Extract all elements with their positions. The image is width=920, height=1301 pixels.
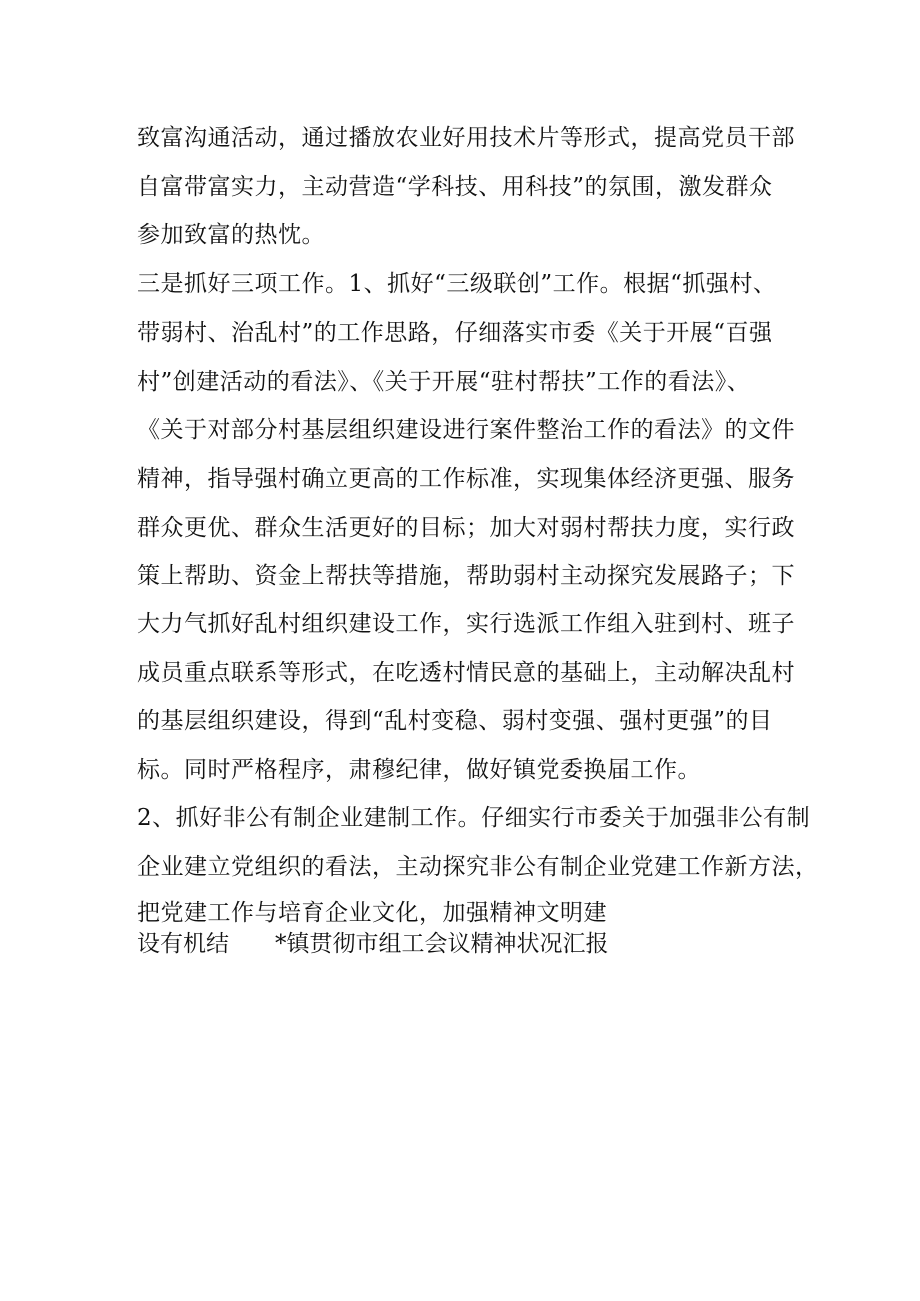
text-line: 策上帮助、资金上帮扶等措施，帮助弱村主动探究发展路子；下 [137,563,795,589]
text-line: 标。同时严格程序，肃穆纪律，做好镇党委换届工作。 [137,757,701,783]
text-line: 参加致富的热忱。 [137,222,325,248]
footer-title: *镇贯彻市组工会议精神状况汇报 [275,931,609,957]
text-line: 群众更优、群众生活更好的目标；加大对弱村帮扶力度，实行政 [137,515,795,541]
text-line: 的基层组织建设，得到“乱村变稳、弱村变强、强村更强”的目 [137,708,773,734]
text-line: 村”创建活动的看法》、《关于开展“驻村帮扶”工作的看法》、 [137,369,751,395]
text-line: 企业建立党组织的看法，主动探究非公有制企业党建工作新方法， [137,854,819,880]
text-line: 把党建工作与培育企业文化，加强精神文明建 [137,900,607,926]
text-line: 精神，指导强村确立更高的工作标准，实现集体经济更强、服务 [137,466,795,492]
text-line: 大力气抓好乱村组织建设工作，实行选派工作组入驻到村、班子 [137,611,795,637]
text-line: 带弱村、治乱村”的工作思路，仔细落实市委《关于开展“百强 [137,320,773,346]
text-line: 自富带富实力，主动营造“学科技、用科技”的氛围，激发群众 [137,174,773,200]
text-line: 致富沟通活动，通过播放农业好用技术片等形式，提高党员干部 [137,125,795,151]
text-line: 成员重点联系等形式，在吃透村情民意的基础上，主动解决乱村 [137,660,795,686]
text-line: 三是抓好三项工作。1、抓好“三级联创”工作。根据“抓强村、 [137,271,777,297]
text-line: 2、抓好非公有制企业建制工作。仔细实行市委关于加强非公有制 [137,805,811,831]
text-line: 《关于对部分村基层组织建设进行案件整治工作的看法》的文件 [137,417,795,443]
page-footer [137,928,609,960]
footer-continuation: 设有机结 [137,931,229,957]
